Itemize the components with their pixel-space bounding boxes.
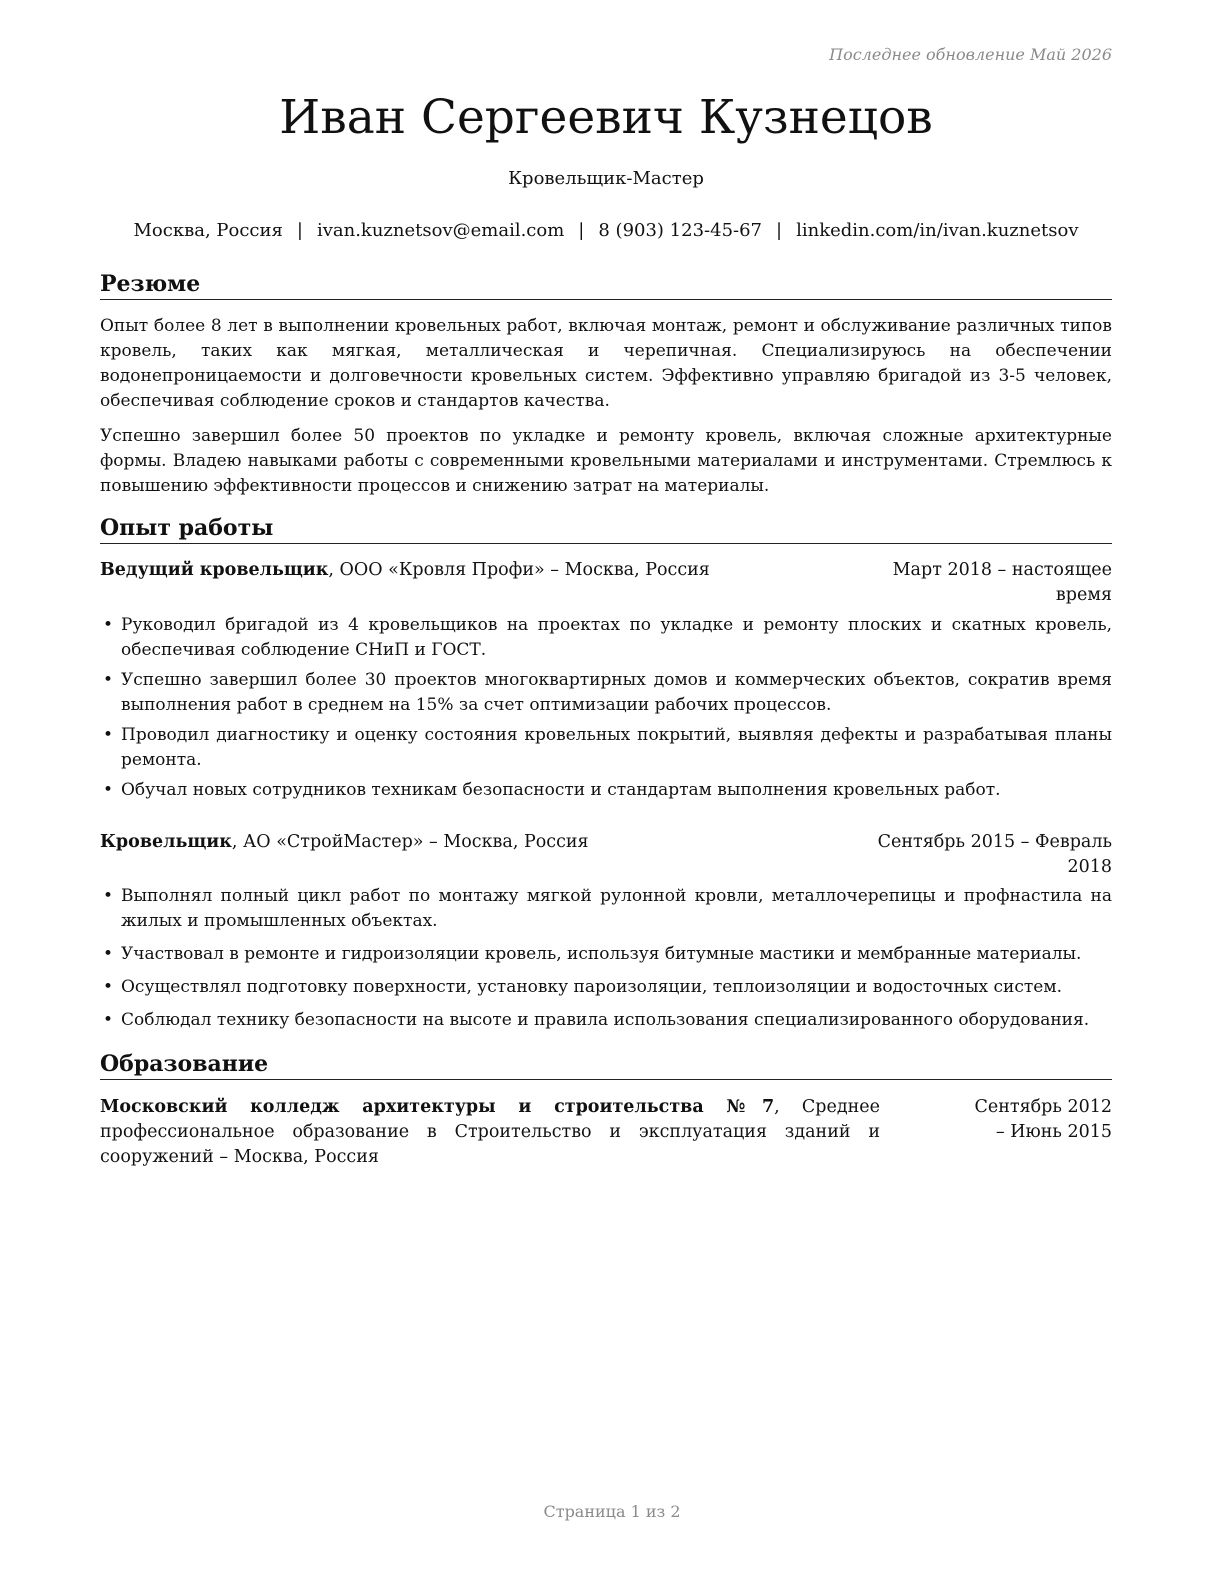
job-title-line bbox=[100, 558, 710, 583]
bullet-text: Участвовал в ремонте и гидроизоляции кровель, используя битумные мастики и мембранные материалы. bbox=[121, 944, 1082, 964]
section-title-education: Образование bbox=[100, 1050, 1112, 1080]
list-item bbox=[100, 778, 1112, 803]
contact-separator: | bbox=[296, 220, 303, 241]
education-description bbox=[100, 1095, 880, 1170]
job-bullets bbox=[100, 884, 1112, 1033]
bullet-icon: • bbox=[103, 1010, 114, 1030]
bullet-text: Руководил бригадой из 4 кровельщиков на проектах по укладке и ремонту плоских и скатных кровель, обеспечивая соблюдение СНиП и ГОСТ. bbox=[121, 615, 1112, 660]
bullet-text: Осуществлял подготовку поверхности, установку пароизоляции, теплоизоляции и водосточных систем. bbox=[121, 977, 1062, 997]
contact-linkedin[interactable]: linkedin.com/in/ivan.kuznetsov bbox=[796, 220, 1079, 241]
job-dates: Март 2018 – настоящее время bbox=[892, 560, 1112, 605]
bullet-text: Обучал новых сотрудников техникам безопасности и стандартам выполнения кровельных работ. bbox=[121, 780, 1001, 800]
list-item bbox=[100, 613, 1112, 663]
contact-line bbox=[100, 220, 1112, 241]
summary-paragraph: Опыт более 8 лет в выполнении кровельных работ, включая монтаж, ремонт и обслуживание различных типов кровель, таких как мягкая, металлическая и черепичная. Специализируюсь на обеспечении водонепроницаемости и долговечности кровельных систем. Эффективно управляю бригадой из 3-5 человек, обеспечивая соблюдение сроков и стандартов качества. bbox=[100, 316, 1112, 411]
education-details: , Среднее профессиональное образование в Строительство и эксплуатация зданий и сооружений – Москва, Россия bbox=[100, 1097, 880, 1167]
job-bullets bbox=[100, 613, 1112, 803]
job-title-line bbox=[100, 830, 589, 855]
bullet-icon: • bbox=[103, 670, 114, 690]
job-role: Ведущий кровельщик bbox=[100, 560, 329, 580]
section-title-summary: Резюме bbox=[100, 270, 1112, 300]
list-item bbox=[100, 1008, 1112, 1033]
job-role: Кровельщик bbox=[100, 832, 232, 852]
resume-page bbox=[100, 0, 1112, 1584]
candidate-position: Кровельщик-Мастер bbox=[508, 168, 704, 189]
list-item bbox=[100, 942, 1112, 967]
job-company: , ООО «Кровля Профи» – Москва, Россия bbox=[328, 560, 710, 580]
bullet-text: Успешно завершил более 30 проектов многоквартирных домов и коммерческих объектов, сократив время выполнения работ в среднем на 15% за счет оптимизации рабочих процессов. bbox=[121, 670, 1112, 715]
page-number: Страница 1 из 2 bbox=[543, 1502, 681, 1521]
last-updated: Последнее обновление Май 2026 bbox=[829, 45, 1112, 64]
bullet-icon: • bbox=[103, 725, 114, 745]
contact-separator: | bbox=[578, 220, 585, 241]
section-title-experience: Опыт работы bbox=[100, 514, 1112, 544]
contact-email[interactable]: ivan.kuznetsov@email.com bbox=[316, 220, 565, 241]
bullet-icon: • bbox=[103, 615, 114, 635]
job-dates: Сентябрь 2015 – Февраль 2018 bbox=[877, 832, 1112, 877]
bullet-text: Выполнял полный цикл работ по монтажу мягкой рулонной кровли, металлочерепицы и профнастила на жилых и промышленных объектах. bbox=[121, 886, 1112, 931]
bullet-text: Проводил диагностику и оценку состояния кровельных покрытий, выявляя дефекты и разрабатывая планы ремонта. bbox=[121, 725, 1112, 770]
candidate-name: Иван Сергеевич Кузнецов bbox=[279, 90, 933, 145]
education-dates: Сентябрь 2012 – Июнь 2015 bbox=[974, 1097, 1112, 1142]
list-item bbox=[100, 975, 1112, 1000]
bullet-icon: • bbox=[103, 886, 114, 906]
contact-separator: | bbox=[776, 220, 783, 241]
education-institution: Московский колледж архитектуры и строительства №7 bbox=[100, 1097, 775, 1117]
contact-location: Москва, Россия bbox=[133, 220, 283, 241]
job-company: , АО «СтройМастер» – Москва, Россия bbox=[231, 832, 589, 852]
bullet-icon: • bbox=[103, 944, 114, 964]
list-item bbox=[100, 723, 1112, 773]
list-item bbox=[100, 668, 1112, 718]
bullet-icon: • bbox=[103, 780, 114, 800]
list-item bbox=[100, 884, 1112, 934]
bullet-icon: • bbox=[103, 977, 114, 997]
contact-phone[interactable]: 8 (903) 123-45-67 bbox=[598, 220, 763, 241]
bullet-text: Соблюдал технику безопасности на высоте и правила использования специализированного оборудования. bbox=[121, 1010, 1090, 1030]
summary-paragraph: Успешно завершил более 50 проектов по укладке и ремонту кровель, включая сложные архитектурные формы. Владею навыками работы с современными кровельными материалами и инструментами. Стремлюсь к повышению эффективности процессов и снижению затрат на материалы. bbox=[100, 426, 1112, 496]
